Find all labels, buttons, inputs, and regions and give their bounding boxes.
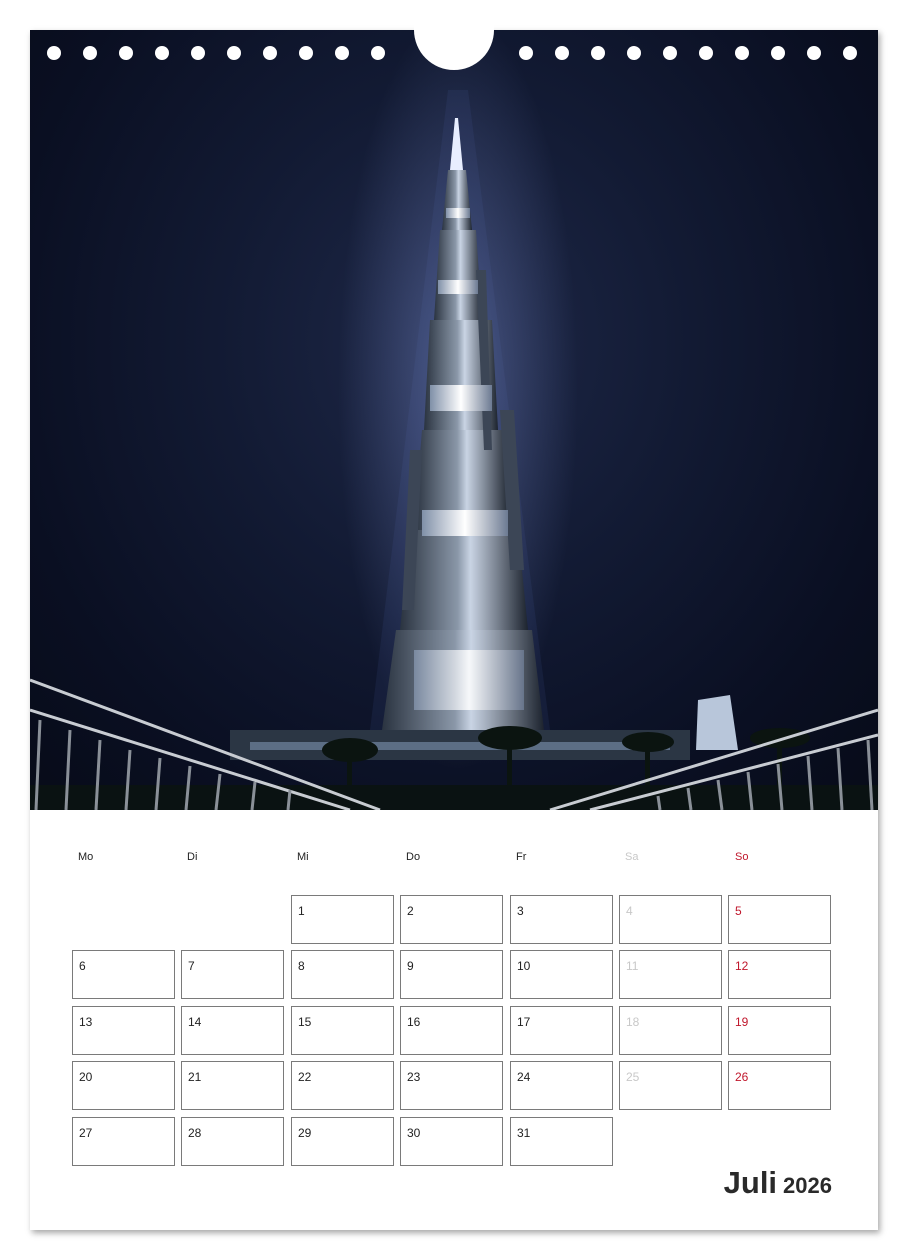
day-cell [400, 1061, 503, 1110]
day-number: 13 [79, 1015, 93, 1029]
binding-hole [335, 46, 349, 60]
weekday-sa: Sa [625, 851, 639, 863]
day-number: 5 [735, 904, 742, 918]
day-number: 12 [735, 959, 749, 973]
binding-hole [263, 46, 277, 60]
day-cell [728, 950, 831, 999]
day-cell [291, 950, 394, 999]
binding-hole [47, 46, 61, 60]
day-number: 31 [517, 1126, 531, 1140]
day-cell [291, 1006, 394, 1055]
day-cell [72, 1061, 175, 1110]
binding-hole [735, 46, 749, 60]
weekday-do: Do [406, 851, 421, 863]
day-number: 19 [735, 1015, 749, 1029]
binding-hole [699, 46, 713, 60]
skyscraper-photo [30, 30, 878, 810]
binding-hole [299, 46, 313, 60]
binding-hole [555, 46, 569, 60]
binding-hole [519, 46, 533, 60]
hanger-cutout [414, 0, 494, 70]
day-cell [181, 950, 284, 999]
spiral-binding [30, 30, 878, 80]
day-number: 4 [626, 904, 633, 918]
day-cell [728, 895, 831, 944]
day-number: 16 [407, 1015, 421, 1029]
weekday-fr: Fr [516, 851, 527, 863]
weekday-di: Di [187, 851, 198, 863]
day-number: 26 [735, 1070, 749, 1084]
day-cell [400, 1117, 503, 1166]
binding-hole [771, 46, 785, 60]
day-number: 11 [626, 959, 639, 973]
day-cell [619, 1061, 722, 1110]
weekday-mo: Mo [78, 851, 94, 863]
binding-hole [119, 46, 133, 60]
day-number: 14 [188, 1015, 202, 1029]
binding-hole [843, 46, 857, 60]
day-cell [619, 1006, 722, 1055]
day-cell [619, 895, 722, 944]
day-cell [728, 1006, 831, 1055]
day-cell [72, 1117, 175, 1166]
day-cell [291, 895, 394, 944]
calendar-page [30, 30, 878, 1230]
day-number: 8 [298, 959, 305, 973]
day-cell [510, 1061, 613, 1110]
year: 2026 [783, 1173, 832, 1198]
day-number: 10 [517, 959, 531, 973]
photo-illustration [30, 30, 878, 810]
month-name: Juli [723, 1165, 778, 1200]
day-number: 2 [407, 904, 414, 918]
day-number: 1 [298, 904, 305, 918]
weekday-mi: Mi [297, 851, 309, 863]
day-cell [728, 1061, 831, 1110]
day-number: 3 [517, 904, 524, 918]
day-cell [72, 950, 175, 999]
day-number: 20 [79, 1070, 93, 1084]
day-number: 28 [188, 1126, 202, 1140]
day-cell [400, 950, 503, 999]
day-cell [291, 1061, 394, 1110]
binding-hole [663, 46, 677, 60]
day-cell [72, 1006, 175, 1055]
day-cell [400, 1006, 503, 1055]
binding-hole [627, 46, 641, 60]
day-number: 23 [407, 1070, 421, 1084]
day-number: 25 [626, 1070, 640, 1084]
day-cell [181, 1117, 284, 1166]
binding-hole [155, 46, 169, 60]
weekday-so: So [735, 851, 749, 863]
binding-hole [227, 46, 241, 60]
day-number: 9 [407, 959, 414, 973]
day-number: 15 [298, 1015, 312, 1029]
day-number: 27 [79, 1126, 93, 1140]
binding-hole [191, 46, 205, 60]
month-title [724, 1165, 832, 1201]
day-cell [510, 895, 613, 944]
day-number: 22 [298, 1070, 312, 1084]
day-cell [400, 895, 503, 944]
day-cell [181, 1006, 284, 1055]
day-number: 29 [298, 1126, 312, 1140]
day-cell [510, 950, 613, 999]
day-number: 6 [79, 959, 86, 973]
binding-hole [83, 46, 97, 60]
day-cell [619, 950, 722, 999]
day-number: 17 [517, 1015, 531, 1029]
day-cell [510, 1006, 613, 1055]
day-number: 7 [188, 959, 195, 973]
binding-hole [371, 46, 385, 60]
day-number: 18 [626, 1015, 640, 1029]
binding-hole [591, 46, 605, 60]
day-cell [181, 1061, 284, 1110]
day-number: 30 [407, 1126, 421, 1140]
day-cell [291, 1117, 394, 1166]
binding-hole [807, 46, 821, 60]
day-number: 21 [188, 1070, 202, 1084]
day-number: 24 [517, 1070, 531, 1084]
day-cell [510, 1117, 613, 1166]
